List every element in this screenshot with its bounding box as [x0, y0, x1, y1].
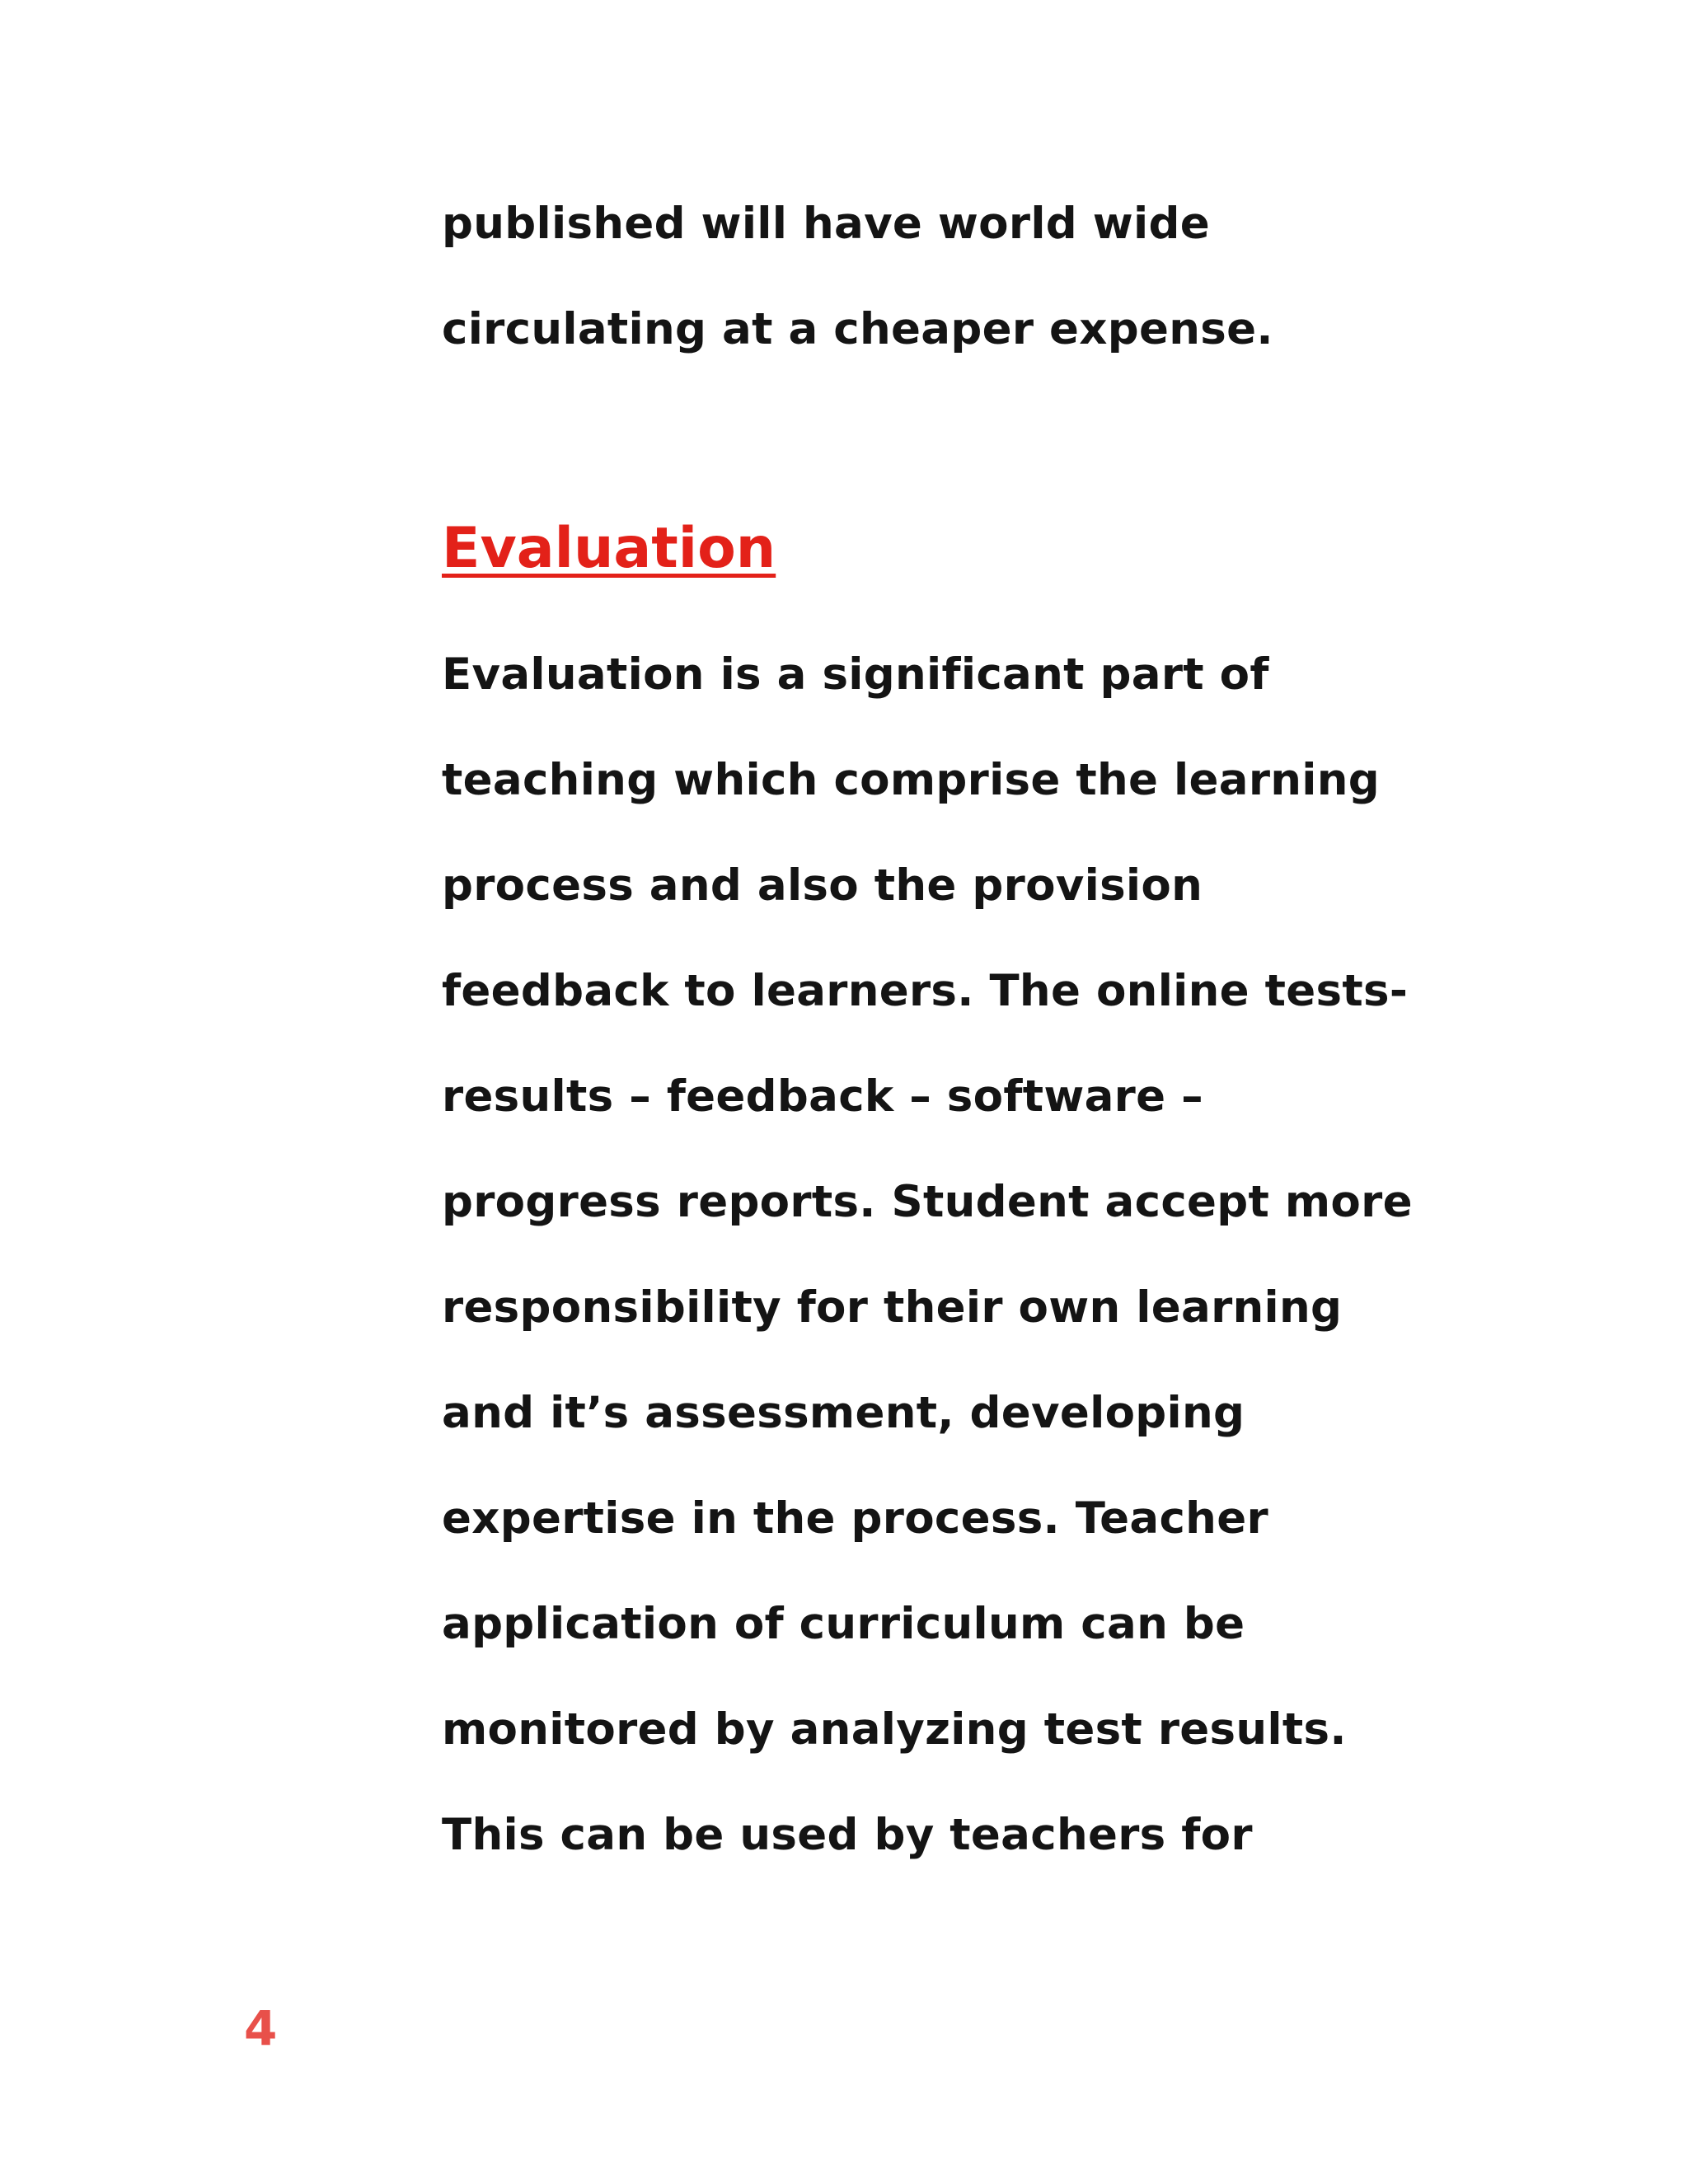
text-line: process and also the provision	[442, 860, 1203, 911]
text-line: teaching which comprise the learning	[442, 755, 1381, 805]
text-line: and it’s assessment, developing	[442, 1388, 1245, 1438]
text-line: application of curriculum can be	[442, 1599, 1245, 1649]
page-number: 4	[244, 2000, 278, 2056]
text-line: This can be used by teachers for	[442, 1810, 1253, 1860]
text-line: results – feedback – software –	[442, 1071, 1203, 1122]
text-line: expertise in the process. Teacher	[442, 1493, 1268, 1544]
section-heading: Evaluation	[442, 516, 776, 581]
text-line: monitored by analyzing test results.	[442, 1704, 1347, 1755]
text-line: responsibility for their own learning	[442, 1282, 1343, 1333]
text-line: circulating at a cheaper expense.	[442, 304, 1273, 354]
text-line: published will have world wide	[442, 199, 1210, 249]
text-line: Evaluation is a significant part of	[442, 649, 1269, 700]
text-line: feedback to learners. The online tests-	[442, 966, 1409, 1016]
text-line: progress reports. Student accept more	[442, 1177, 1413, 1227]
